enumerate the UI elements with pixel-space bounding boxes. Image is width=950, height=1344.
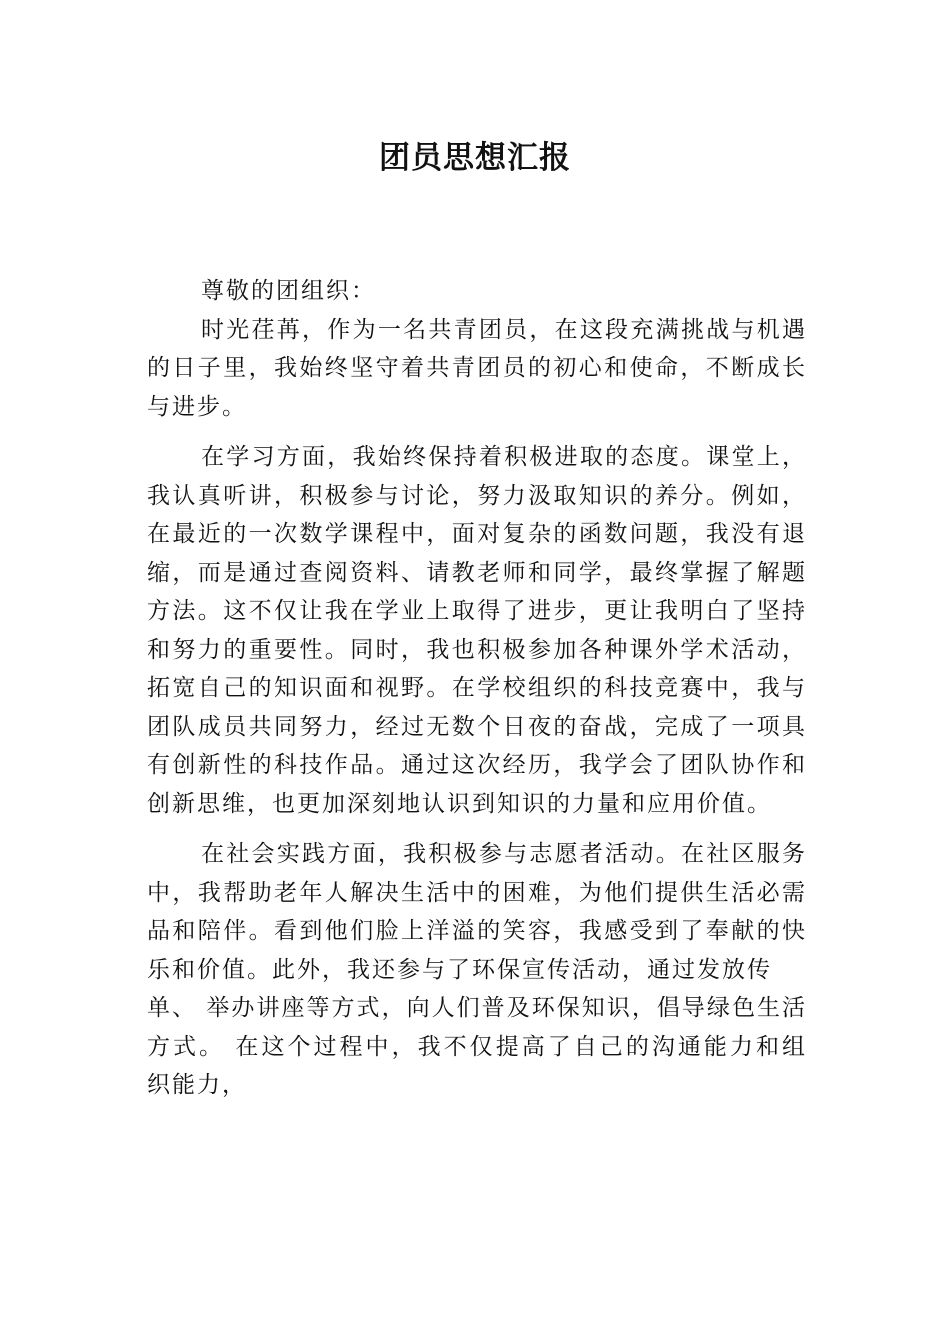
- paragraph-line: 在学习方面，我始终保持着积极进取的态度。课堂上，: [201, 444, 807, 470]
- paragraph-line: 与进步。: [147, 393, 247, 420]
- paragraph-line: 在最近的一次数学课程中，面对复杂的函数问题，我没有退: [147, 521, 807, 547]
- paragraph-line: 乐和价值。此外，我还参与了环保宣传活动，通过发放传: [147, 956, 772, 983]
- document-body: [147, 272, 807, 1105]
- document-title: 团员思想汇报: [379, 140, 571, 176]
- paragraph-3: [147, 835, 807, 1105]
- paragraph-line: 织能力，: [147, 1072, 247, 1098]
- paragraph-line: 团队成员共同努力，经过无数个日夜的奋战，完成了一项具: [147, 713, 807, 740]
- paragraph-line: 品和陪伴。看到他们脸上洋溢的笑容，我感受到了奉献的快: [147, 918, 807, 944]
- paragraph-line: 我认真听讲，积极参与讨论，努力汲取知识的养分。例如，: [147, 482, 807, 509]
- salutation: 尊敬的团组织：: [201, 278, 376, 304]
- paragraph-line: 方式。 在这个过程中，我不仅提高了自己的沟通能力和组: [147, 1033, 807, 1060]
- paragraph-line: 的日子里，我始终坚守着共青团员的初心和使命，不断成长: [147, 355, 807, 381]
- paragraph-line: 单、 举办讲座等方式，向人们普及环保知识，倡导绿色生活: [147, 995, 807, 1021]
- paragraph-line: 有创新性的科技作品。通过这次经历，我学会了团队协作和: [147, 752, 807, 778]
- paragraph-line: 创新思维，也更加深刻地认识到知识的力量和应用价值。: [147, 790, 772, 817]
- paragraph-line: 和努力的重要性。同时，我也积极参加各种课外学术活动，: [147, 636, 807, 663]
- paragraph-2: [147, 438, 807, 823]
- paragraph-1: [147, 311, 807, 427]
- paragraph-line: 拓宽自己的知识面和视野。在学校组织的科技竞赛中，我与: [147, 675, 807, 701]
- paragraph-line: 缩，而是通过查阅资料、请教老师和同学，最终掌握了解题: [147, 559, 807, 586]
- paragraph-line: 方法。这不仅让我在学业上取得了进步，更让我明白了坚持: [147, 598, 807, 624]
- paragraph-line: 中，我帮助老年人解决生活中的困难，为他们提供生活必需: [147, 879, 807, 906]
- paragraph-line: 时光荏苒，作为一名共青团员，在这段充满挑战与机遇: [201, 316, 807, 343]
- paragraph-line: 在社会实践方面，我积极参与志愿者活动。在社区服务: [201, 841, 807, 867]
